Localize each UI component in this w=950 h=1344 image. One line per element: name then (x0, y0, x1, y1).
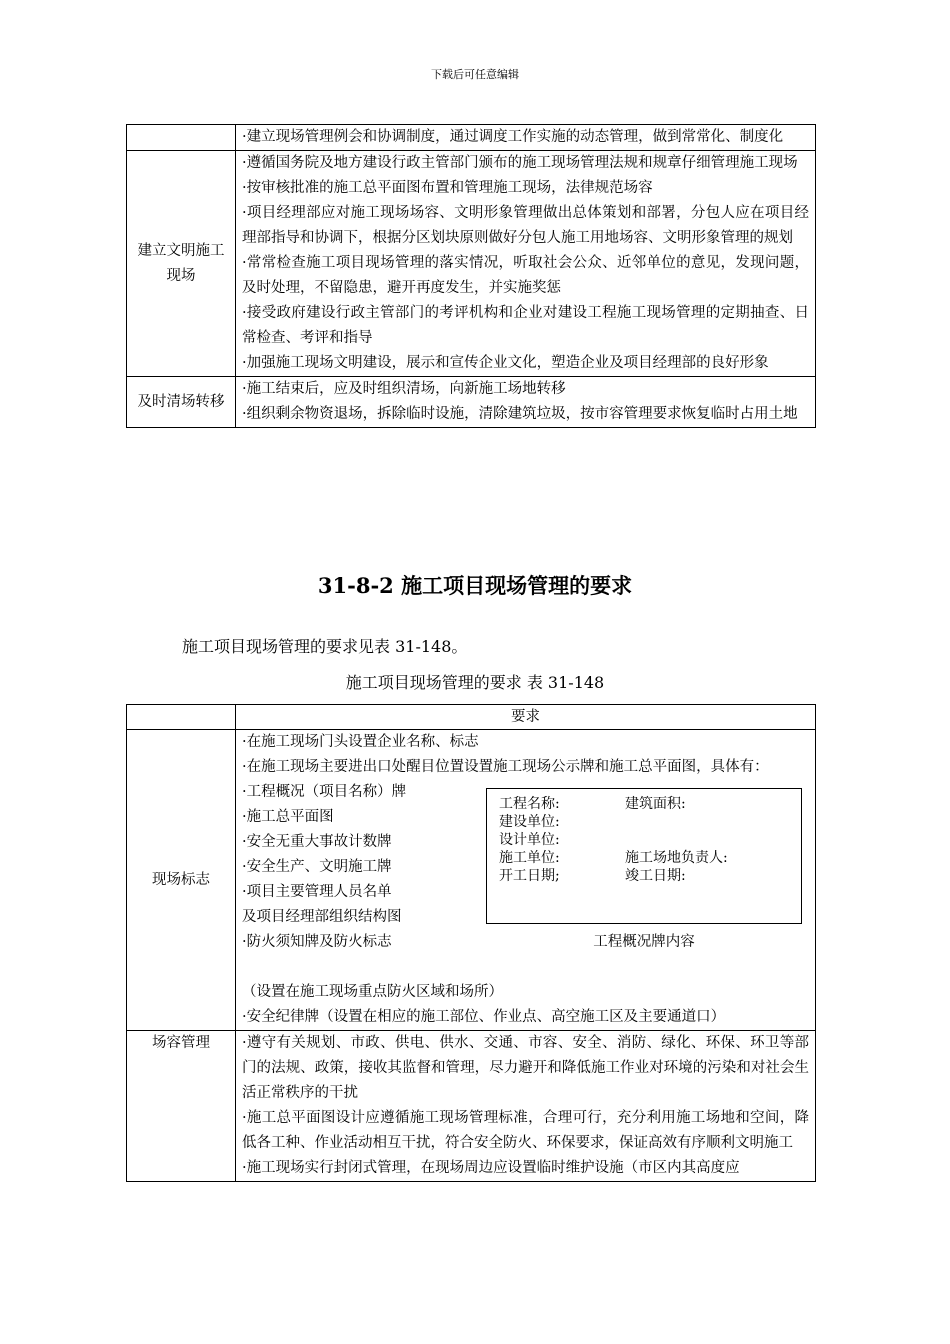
list-item: ·施工总平面图 (242, 809, 334, 825)
list-item: 及项目经理部组织结构图 (242, 909, 402, 925)
project-overview-sign (486, 788, 802, 924)
sign-field-label: 施工场地负责人: (625, 850, 728, 866)
list-item: ·项目主要管理人员名单 (242, 884, 392, 900)
header-cell-requirements: 要求 (236, 705, 816, 730)
sign-field-label: 设计单位: (499, 832, 560, 848)
intro-paragraph: 施工项目现场管理的要求见表 31-148。 (182, 637, 468, 656)
list-item: ·建立现场管理例会和协调制度，通过调度工作实施的动态管理，做到常常化、制度化 (242, 129, 784, 145)
sign-block (242, 780, 809, 980)
list-item: ·按审核批准的施工总平面图布置和管理施工现场，法律规范场容 (242, 180, 653, 196)
list-item: ·项目经理部应对施工现场场容、文明形象管理做出总体策划和部署，分包人应在项目经理部指导和协调下，根据分区划块原则做好分包人施工用地场容、文明形象管理的规划 (242, 205, 809, 246)
list-item: ·组织剩余物资退场，拆除临时设施，清除建筑垃圾，按市容管理要求恢复临时占用土地 (242, 406, 798, 422)
list-item: ·安全生产、文明施工牌 (242, 859, 392, 875)
list-item: （设置在施工现场重点防火区域和场所） (242, 984, 503, 1000)
list-item: ·加强施工现场文明建设，展示和宣传企业文化，塑造企业及项目经理部的良好形象 (242, 355, 769, 371)
row-category (127, 125, 236, 151)
row-items (236, 1031, 816, 1182)
list-item: ·防火须知牌及防火标志 (242, 934, 392, 950)
table-row (127, 151, 816, 377)
list-item: ·安全无重大事故计数牌 (242, 834, 392, 850)
row-category: 建立文明施工现场 (127, 151, 236, 377)
row-items (236, 125, 816, 151)
sign-row (499, 849, 789, 867)
list-item: ·接受政府建设行政主管部门的考评机构和企业对建设工程施工现场管理的定期抽查、日常检查、考评和指导 (242, 305, 809, 346)
table-row (127, 377, 816, 428)
row-category: 场容管理 (127, 1031, 236, 1182)
list-item: ·施工总平面图设计应遵循施工现场管理标准，合理可行，充分利用施工场地和空间，降低各工种、作业活动相互干扰，符合安全防火、环保要求，保证高效有序顺利文明施工 (242, 1110, 809, 1151)
sign-row (499, 795, 789, 813)
list-item: ·在施工现场门头设置企业名称、标志 (242, 734, 479, 750)
sign-row (499, 813, 789, 831)
row-items (236, 151, 816, 377)
sign-field-label: 建设单位: (499, 814, 560, 830)
table-site-management-2 (126, 704, 816, 1182)
sign-field-label: 竣工日期: (625, 868, 686, 884)
list-item: ·遵循国务院及地方建设行政主管部门颁布的施工现场管理法规和规章仔细管理施工现场 (242, 155, 798, 171)
sign-field-label: 施工单位: (499, 850, 560, 866)
list-item: ·施工现场实行封闭式管理，在现场周边应设置临时维护设施（市区内其高度应 (242, 1160, 740, 1176)
list-item: ·工程概况（项目名称）牌 (242, 784, 407, 800)
sign-row (499, 831, 789, 849)
sign-field-label: 建筑面积: (625, 796, 686, 812)
list-item: ·在施工现场主要进出口处醒目位置设置施工现场公示牌和施工总平面图，具体有： (242, 759, 769, 775)
header-cell-empty (127, 705, 236, 730)
list-item: ·施工结束后，应及时组织清场，向新施工场地转移 (242, 381, 566, 397)
section-title: 31-8-2 施工项目现场管理的要求 (317, 573, 633, 598)
row-items (236, 377, 816, 428)
row-items (236, 730, 816, 1031)
sign-list (242, 780, 482, 955)
row-category: 现场标志 (127, 730, 236, 1031)
sign-field-label: 工程名称: (499, 796, 560, 812)
table-row (127, 125, 816, 151)
sign-row (499, 867, 789, 885)
row-category: 及时清场转移 (127, 377, 236, 428)
table-header-row (127, 705, 816, 730)
sign-caption: 工程概况牌内容 (593, 934, 695, 950)
table-caption: 施工项目现场管理的要求 表 31-148 (345, 673, 605, 692)
table-site-management-1 (126, 124, 816, 428)
table-row (127, 1031, 816, 1182)
page-header: 下载后可任意编辑 (431, 68, 519, 81)
list-item: ·常常检查施工项目现场管理的落实情况，听取社会公众、近邻单位的意见，发现问题，及时处理，不留隐患，避开再度发生，并实施奖惩 (242, 255, 809, 296)
sign-field-label: 开工日期; (499, 868, 560, 884)
table-row (127, 730, 816, 1031)
list-item: ·遵守有关规划、市政、供电、供水、交通、市容、安全、消防、绿化、环保、环卫等部门的法规、政策，接收其监督和管理，尽力避开和降低施工作业对环境的污染和对社会生活正常秩序的干扰 (242, 1035, 809, 1101)
list-item: ·安全纪律牌（设置在相应的施工部位、作业点、高空施工区及主要通道口） (242, 1009, 726, 1025)
